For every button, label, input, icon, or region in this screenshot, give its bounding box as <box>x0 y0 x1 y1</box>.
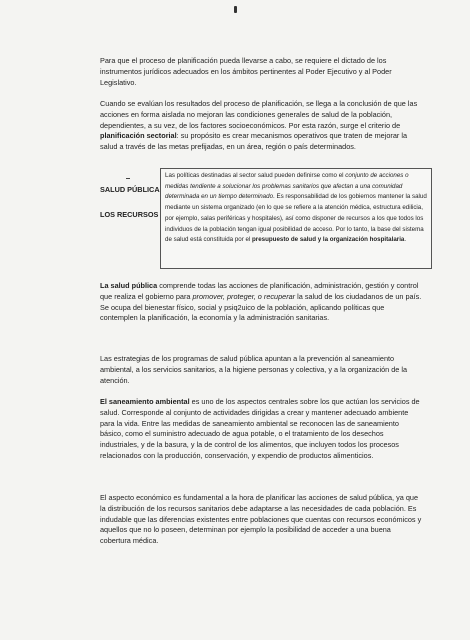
paragraph-text: Para que el proceso de planificación pueda llevarse a cabo, se requiere el dictado de los instrumentos jurídicos adecuados en los ámbitos pertinentes al Poder Ejecutivo y al Poder Legislativo. <box>100 56 392 87</box>
paragraph-salud-publica <box>100 281 422 324</box>
side-label-recursos: LOS RECURSOS <box>100 210 159 219</box>
box-bold: presupuesto de salud y la organización hospitalaria <box>252 236 405 244</box>
paragraph-text: comprende todas las acciones de planificación, administración, gestión y control que realiza el gobierno para <box>100 281 419 301</box>
italic-term: promover, proteger, o recuperar <box>192 291 296 301</box>
paragraph-text: es uno de los aspectos centrales sobre los que actúan los servicios de salud. Corresponde al conjunto de actividades dirigidas a crear y mantener adecuado ambiente para la vida. Entre las medidas de saneamiento ambiental se reconocen las de saneamiento básico, como el suministro adecuado de agua potable, o el tratamiento de los desechos industriales, y de la basura, y la de control de los alimentos, que incluyen todos los procesos relacionados con la producción, conservación, y expendio de productos alimenticios. <box>100 397 420 460</box>
paragraph-legal-instruments <box>100 56 422 88</box>
box-text: Las políticas destinadas al sector salud pueden definirse como el <box>165 172 346 179</box>
box-italic: conjunto de acciones o medidas tendiente a solucionar los problemas sanitarios que afectan a una comunidad determinada en un tiempo determinado <box>165 172 409 201</box>
paragraph-text: Cuando se evalúan los resultados del proceso de planificación, se llega a la conclusión de que las acciones en forma aislada no mejoran las condiciones generales de salud de la población, dependientes, a su vez, de los factores socioeconómicos. Por esta razón, surge el criterio de <box>100 99 418 130</box>
side-dash <box>126 178 130 179</box>
side-label-salud-publica: SALUD PÚBLICA <box>100 185 160 194</box>
scan-mark <box>234 6 237 13</box>
paragraph-evaluation <box>100 99 422 153</box>
paragraph-text: : su propósito es crear mecanismos operativos que traten de mejorar la salud a través de las metas prefijadas, en un área, región o país determinados. <box>100 131 408 152</box>
bold-term: planificación sectorial <box>100 131 177 141</box>
paragraph-saneamiento <box>100 397 422 462</box>
bold-term: La salud pública <box>100 281 158 290</box>
paragraph-economic <box>100 493 422 547</box>
definition-text <box>165 171 427 246</box>
paragraph-text: El aspecto económico es fundamental a la hora de planificar las acciones de salud pública, ya que la distribución de los recursos sanitarios debe adaptarse a las necesidades de cada población. Es indudable que las diferencias existentes entre poblaciones que cuentas con recursos económicos y aquellos que no lo poseen, determinan por ejemplo la posibilidad de acceder a una buena cobertura médica. <box>100 493 422 546</box>
paragraph-strategies <box>100 354 422 386</box>
paragraph-text: Las estrategias de los programas de salud pública apuntan a la prevención al saneamiento ambiental, a los servicios sanitarios, a la higiene personas y colectiva, y a la organización de la atención. <box>100 354 408 385</box>
definition-box <box>160 168 432 269</box>
box-text: . Es responsabilidad de los gobiernos mantener la salud mediante un sistema organizado (en lo que se refiere a la atención médica, estructura edilicia, por ejemplo, salas periféricas y hospitales), así como disponer de recursos a los que todos los individuos de la población tengan igual posibilidad de acceso. Por lo tanto, la base del sistema de salud está constituida por el <box>165 193 427 244</box>
box-text: . <box>404 236 407 244</box>
paragraph-text: la salud de los ciudadanos de un país. Se ocupa del bienestar físico, social y psiq2uico de la población, aplicando políticas que contemplen la planificación, la economía y la administración sanitarias. <box>100 291 422 323</box>
bold-term: El saneamiento ambiental <box>100 397 190 406</box>
